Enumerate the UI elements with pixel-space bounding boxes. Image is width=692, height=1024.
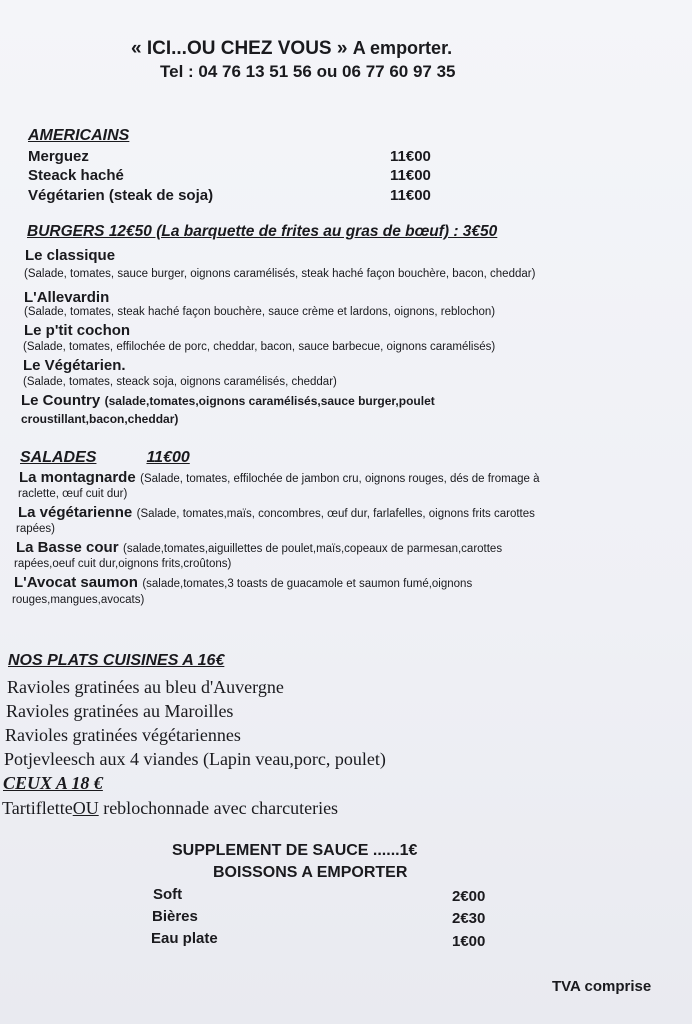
- supplement-sauce: SUPPLEMENT DE SAUCE ......1€: [172, 842, 418, 859]
- salades-price: 11€00: [146, 449, 190, 466]
- burger-name: L'Allevardin: [24, 289, 110, 306]
- plats-18-heading: CEUX A 18 €: [3, 773, 103, 793]
- americain-item-price: 11€00: [390, 167, 431, 184]
- americain-item-price: 11€00: [390, 187, 431, 204]
- boisson-name: Eau plate: [151, 930, 218, 947]
- americain-item-name: Steack haché: [28, 167, 124, 184]
- salade-desc: (salade,tomates,aiguillettes de poulet,maïs,copeaux de parmesan,carottes: [123, 543, 503, 555]
- salade-name: La montagnarde: [19, 469, 136, 486]
- takeaway-text: A emporter.: [352, 38, 453, 58]
- burger-desc: (Salade, tomates, steack soja, oignons caramélisés, cheddar): [23, 376, 337, 388]
- plat-item: Potjevleesch aux 4 viandes (Lapin veau,porc, poulet): [4, 749, 386, 769]
- salade-name: La Basse cour: [16, 539, 119, 556]
- restaurant-title: [131, 38, 452, 60]
- salade-desc-cont: rapées,oeuf cuit dur,oignons frits,croûtons): [14, 558, 232, 570]
- burger-name: Le Country: [21, 392, 101, 409]
- salade-desc-cont: rapées): [16, 523, 55, 535]
- burger-desc: (salade,tomates,oignons caramélisés,sauce burger,poulet: [104, 394, 435, 408]
- salade-line: [18, 504, 535, 522]
- salade-line: [16, 539, 502, 557]
- plat-18-item: [2, 798, 338, 819]
- boisson-name: Soft: [153, 886, 183, 903]
- plat-item: Ravioles gratinées au bleu d'Auvergne: [7, 677, 284, 697]
- burger-country-line: [21, 392, 435, 410]
- burgers-heading: BURGERS 12€50 (La barquette de frites au gras de bœuf) : 3€50: [27, 223, 498, 240]
- salade-desc-cont: rouges,mangues,avocats): [12, 594, 145, 606]
- phone-line: Tel : 04 76 13 51 56 ou 06 77 60 97 35: [160, 62, 456, 81]
- salade-desc: (Salade, tomates,maïs, concombres, œuf dur, farlafelles, oignons frits carottes: [136, 508, 535, 520]
- burger-desc: (Salade, tomates, effilochée de porc, cheddar, bacon, sauce barbecue, oignons caramélisés): [23, 341, 496, 353]
- plat-item: Ravioles gratinées végétariennes: [5, 725, 241, 745]
- ou-text: OU: [72, 798, 99, 818]
- tva-note: TVA comprise: [552, 978, 652, 995]
- americains-heading: AMERICAINS: [28, 127, 130, 144]
- boisson-name: Bières: [152, 908, 198, 925]
- tartiflette-text: Tartiflette: [2, 798, 73, 818]
- salade-line: [14, 574, 472, 592]
- americain-item-name: Végétarien (steak de soja): [28, 187, 214, 204]
- salade-name: L'Avocat saumon: [14, 574, 138, 591]
- title-text: « ICI...OU CHEZ VOUS »: [131, 38, 348, 59]
- burger-desc-cont: croustillant,bacon,cheddar): [21, 412, 179, 426]
- burger-desc: (Salade, tomates, steak haché façon bouchère, sauce crème et lardons, oignons, reblochon): [24, 306, 496, 318]
- boisson-price: 1€00: [452, 933, 486, 950]
- americain-item-name: Merguez: [28, 148, 89, 165]
- salade-desc-cont: raclette, œuf cuit dur): [18, 488, 128, 500]
- burger-name: Le classique: [25, 247, 116, 264]
- boisson-price: 2€30: [452, 910, 486, 927]
- plat-item: Ravioles gratinées au Maroilles: [6, 701, 234, 721]
- burger-name: Le p'tit cochon: [24, 322, 131, 339]
- plats-heading: NOS PLATS CUISINES A 16€: [8, 652, 225, 669]
- salades-heading: [20, 449, 190, 467]
- burger-name: Le Végétarien.: [23, 357, 126, 374]
- salade-line: [19, 469, 539, 487]
- reblochonnade-text: reblochonnade avec charcuteries: [103, 798, 339, 818]
- salade-name: La végétarienne: [18, 504, 133, 521]
- boisson-price: 2€00: [452, 888, 486, 905]
- salades-heading-text: SALADES: [20, 449, 97, 466]
- boissons-heading: BOISSONS A EMPORTER: [213, 864, 408, 881]
- americain-item-price: 11€00: [390, 148, 431, 165]
- burger-desc: (Salade, tomates, sauce burger, oignons caramélisés, steak haché façon bouchère, bacon, cheddar): [24, 268, 536, 280]
- salade-desc: (salade,tomates,3 toasts de guacamole et saumon fumé,oignons: [142, 578, 473, 590]
- salade-desc: (Salade, tomates, effilochée de jambon cru, oignons rouges, dés de fromage à: [140, 473, 540, 485]
